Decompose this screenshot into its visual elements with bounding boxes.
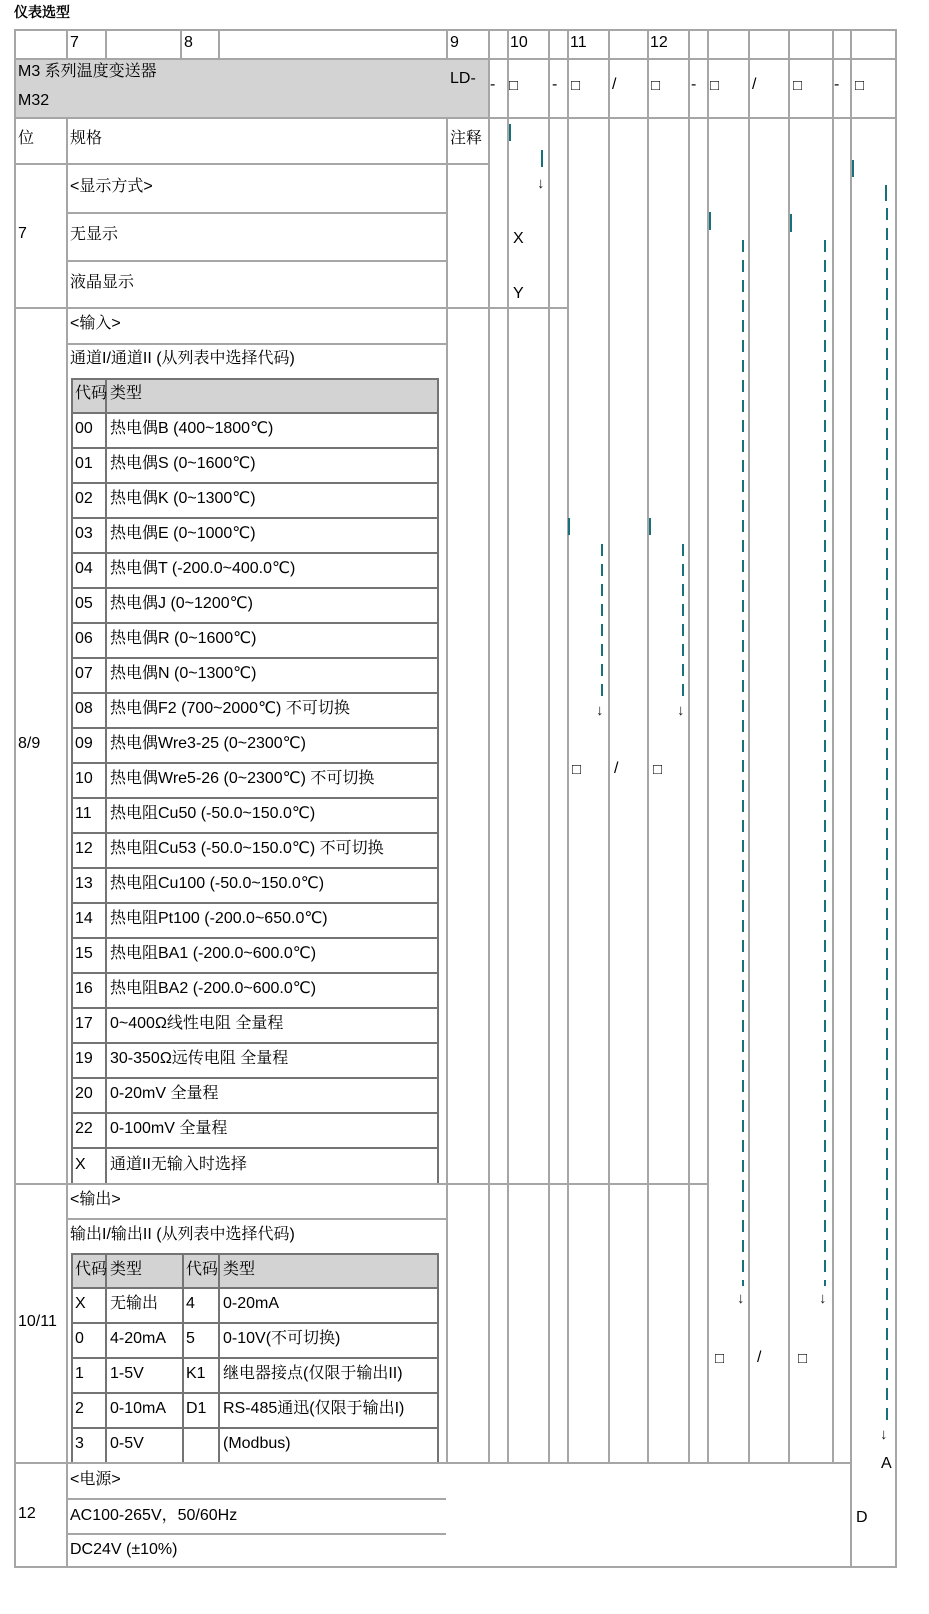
- input-col-type: 类型: [110, 385, 143, 402]
- grid-line: [71, 867, 439, 869]
- output-code-placeholder: □: [715, 1350, 725, 1367]
- input-row-type: 热电偶F2 (700~2000℃) 不可切换: [110, 700, 350, 717]
- power-code-a: A: [881, 1455, 892, 1472]
- grid-line: [688, 29, 690, 1462]
- grid-line: [14, 1566, 895, 1568]
- grid-line: [14, 307, 567, 309]
- header-digit-8: 8: [184, 34, 193, 51]
- code-separator: -: [834, 76, 840, 93]
- annotation-slash: /: [757, 1349, 762, 1366]
- output-row-type: (Modbus): [223, 1435, 291, 1452]
- leader-dashed-line: [824, 240, 826, 1286]
- input-row-code: 01: [75, 455, 93, 472]
- code-separator: /: [752, 76, 757, 93]
- input-code-placeholder: □: [572, 761, 582, 778]
- input-row-code: 04: [75, 560, 93, 577]
- leader-dashed-line: [682, 544, 684, 700]
- input-row-code: 12: [75, 840, 93, 857]
- input-row-type: 热电阻BA2 (-200.0~600.0℃): [110, 980, 317, 997]
- output-row-type: 继电器接点(仅限于输出II): [223, 1365, 403, 1382]
- down-arrow-icon: ↓: [677, 702, 685, 719]
- grid-line: [895, 29, 897, 1568]
- bit-column-header: 位: [18, 130, 35, 147]
- input-row-code: 17: [75, 1015, 93, 1032]
- grid-line: [71, 727, 439, 729]
- grid-line: [71, 1287, 439, 1289]
- grid-line: [71, 1007, 439, 1009]
- input-row-type: 热电偶R (0~1600℃): [110, 630, 257, 647]
- grid-line: [105, 378, 107, 1183]
- grid-line: [105, 29, 107, 58]
- input-row-code: 08: [75, 700, 93, 717]
- input-row-type: 0~400Ω线性电阻 全量程: [110, 1015, 284, 1032]
- header-digit-9: 9: [450, 34, 459, 51]
- grid-line: [608, 29, 610, 1462]
- grid-line: [71, 1042, 439, 1044]
- grid-line: [71, 1077, 439, 1079]
- output-section-title: <输出>: [70, 1191, 121, 1208]
- input-row-type: 0-20mV 全量程: [110, 1085, 219, 1102]
- leader-tick: [568, 518, 570, 535]
- input-row-type: 热电偶Wre3-25 (0~2300℃): [110, 735, 306, 752]
- leader-tick: [852, 160, 854, 177]
- grid-line: [66, 212, 446, 214]
- grid-line: [66, 260, 446, 262]
- input-row-code: X: [75, 1156, 86, 1173]
- grid-line: [14, 29, 16, 1568]
- grid-line: [66, 1498, 446, 1500]
- code-box-input1: □: [571, 77, 581, 94]
- leader-tick: [885, 185, 887, 201]
- grid-line: [707, 29, 709, 1462]
- input-row-type: 热电阻Cu53 (-50.0~150.0℃) 不可切换: [110, 840, 384, 857]
- grid-line: [71, 378, 73, 1183]
- header-digit-10: 10: [510, 34, 528, 51]
- output-row-code: 5: [186, 1330, 195, 1347]
- output-code-placeholder: □: [798, 1350, 808, 1367]
- output-col-code: 代码: [75, 1261, 108, 1278]
- grid-line: [71, 587, 439, 589]
- power-code-d: D: [856, 1509, 868, 1526]
- code-box-input2: □: [651, 77, 661, 94]
- grid-line: [567, 29, 569, 1462]
- grid-line: [14, 163, 488, 165]
- header-digit-12: 12: [650, 34, 668, 51]
- output-row-type: 无输出: [110, 1295, 159, 1312]
- grid-line: [14, 117, 895, 119]
- input-row-type: 热电偶S (0~1600℃): [110, 455, 256, 472]
- output-col-type: 类型: [110, 1261, 143, 1278]
- input-row-type: 0-100mV 全量程: [110, 1120, 228, 1137]
- display-row-label: 液晶显示: [70, 274, 135, 291]
- code-box-power: □: [855, 77, 865, 94]
- grid-line: [71, 832, 439, 834]
- grid-line: [446, 29, 448, 58]
- output-row-code: 4: [186, 1295, 195, 1312]
- grid-line: [832, 29, 834, 1462]
- display-row-label: 无显示: [70, 226, 119, 243]
- grid-line: [71, 1427, 439, 1429]
- grid-line: [71, 1357, 439, 1359]
- down-arrow-icon: ↓: [819, 1290, 827, 1307]
- grid-line: [14, 58, 895, 60]
- input-row-code: 19: [75, 1050, 93, 1067]
- leader-tick: [541, 150, 543, 167]
- code-separator: /: [612, 76, 617, 93]
- input-row-code: 20: [75, 1085, 93, 1102]
- input-row-type: 热电偶N (0~1300℃): [110, 665, 257, 682]
- display-code-y: Y: [513, 285, 524, 302]
- input-row-type: 热电偶T (-200.0~400.0℃): [110, 560, 296, 577]
- grid-line: [71, 1392, 439, 1394]
- input-code-placeholder: □: [653, 761, 663, 778]
- input-row-type: 热电偶K (0~1300℃): [110, 490, 256, 507]
- grid-line: [66, 1218, 446, 1220]
- leader-tick: [649, 518, 651, 535]
- output-row-code: D1: [186, 1400, 207, 1417]
- display-section-title: <显示方式>: [70, 178, 153, 195]
- grid-line: [71, 517, 439, 519]
- grid-line: [71, 482, 439, 484]
- power-row-label: DC24V (±10%): [70, 1541, 178, 1558]
- input-row-code: 10: [75, 770, 93, 787]
- annotation-slash: /: [614, 760, 619, 777]
- output-row-type: RS-485通迅(仅限于输出I): [223, 1400, 405, 1417]
- page-title: 仪表选型: [14, 4, 70, 20]
- spec-column-header: 规格: [70, 130, 103, 147]
- grid-line: [71, 1112, 439, 1114]
- output-row-type: 0-20mA: [223, 1295, 280, 1312]
- grid-line: [180, 29, 182, 58]
- input-row-code: 15: [75, 945, 93, 962]
- down-arrow-icon: ↓: [737, 1290, 745, 1307]
- grid-line: [71, 1253, 439, 1255]
- input-row-type: 热电阻Pt100 (-200.0~650.0℃): [110, 910, 328, 927]
- output-row-type: 0-10mA: [110, 1400, 167, 1417]
- output-row-code: X: [75, 1295, 86, 1312]
- input-row-type: 热电阻Cu50 (-50.0~150.0℃): [110, 805, 316, 822]
- output-row-type: 0-5V: [110, 1435, 144, 1452]
- output-row-code: 0: [75, 1330, 84, 1347]
- output-col-type: 类型: [223, 1261, 256, 1278]
- output-row-code: K1: [186, 1365, 206, 1382]
- grid-line: [71, 972, 439, 974]
- input-row-code: 07: [75, 665, 93, 682]
- grid-line: [71, 657, 439, 659]
- input-row-code: 11: [75, 805, 92, 822]
- grid-line: [647, 29, 649, 1462]
- output-row-code: 2: [75, 1400, 84, 1417]
- display-bit: 7: [18, 225, 27, 242]
- input-row-type: 热电偶Wre5-26 (0~2300℃) 不可切换: [110, 770, 375, 787]
- input-row-type: 热电偶J (0~1200℃): [110, 595, 253, 612]
- output-subtitle: 输出I/输出II (从列表中选择代码): [70, 1226, 295, 1243]
- grid-line: [71, 1322, 439, 1324]
- leader-tick: [709, 212, 711, 230]
- code-separator: -: [552, 76, 558, 93]
- grid-line: [71, 1147, 439, 1149]
- output-row-type: 0-10V(不可切换): [223, 1330, 341, 1347]
- grid-line: [71, 378, 439, 380]
- grid-line: [71, 797, 439, 799]
- grid-line: [788, 29, 790, 1462]
- code-box-display: □: [509, 77, 519, 94]
- grid-line: [748, 29, 750, 1462]
- note-column-header: 注释: [450, 130, 483, 147]
- input-row-type: 30-350Ω远传电阻 全量程: [110, 1050, 289, 1067]
- grid-line: [14, 1462, 850, 1464]
- product-name: M3 系列温度变送器: [18, 63, 157, 80]
- input-row-code: 13: [75, 875, 93, 892]
- leader-tick: [509, 124, 511, 141]
- input-row-type: 热电阻BA1 (-200.0~600.0℃): [110, 945, 317, 962]
- power-row-label: AC100-265V，50/60Hz: [70, 1507, 238, 1524]
- input-row-code: 05: [75, 595, 93, 612]
- grid-line: [71, 762, 439, 764]
- grid-line: [548, 29, 550, 1462]
- grid-line: [71, 692, 439, 694]
- input-row-code: 14: [75, 910, 93, 927]
- output-row-code: 3: [75, 1435, 84, 1452]
- grid-line: [71, 447, 439, 449]
- down-arrow-icon: ↓: [596, 702, 604, 719]
- input-row-type: 通道II无输入时选择: [110, 1156, 247, 1173]
- leader-dashed-line: [742, 240, 744, 1286]
- grid-line: [71, 902, 439, 904]
- down-arrow-icon: ↓: [537, 175, 545, 192]
- code-prefix: LD-: [450, 70, 476, 87]
- input-row-code: 06: [75, 630, 93, 647]
- input-row-code: 16: [75, 980, 93, 997]
- input-row-code: 03: [75, 525, 93, 542]
- input-row-type: 热电阻Cu100 (-50.0~150.0℃): [110, 875, 325, 892]
- grid-line: [71, 552, 439, 554]
- grid-line: [71, 622, 439, 624]
- input-bit: 8/9: [18, 735, 41, 752]
- code-box-output2: □: [793, 77, 803, 94]
- output-bit: 10/11: [18, 1313, 57, 1330]
- grid-line: [66, 29, 68, 58]
- output-row-type: 1-5V: [110, 1365, 144, 1382]
- header-digit-11: 11: [570, 34, 587, 51]
- input-section-title: <输入>: [70, 315, 121, 332]
- input-row-code: 00: [75, 420, 93, 437]
- grid-line: [66, 1533, 446, 1535]
- input-row-type: 热电偶E (0~1000℃): [110, 525, 256, 542]
- power-section-title: <电源>: [70, 1471, 121, 1488]
- output-col-code: 代码: [186, 1261, 219, 1278]
- leader-dashed-line: [601, 544, 603, 700]
- input-row-type: 热电偶B (400~1800℃): [110, 420, 274, 437]
- power-bit: 12: [18, 1505, 36, 1522]
- output-row-code: 1: [75, 1365, 84, 1382]
- input-subtitle: 通道I/通道II (从列表中选择代码): [70, 350, 295, 367]
- input-row-code: 09: [75, 735, 93, 752]
- leader-dashed-line: [886, 208, 888, 1422]
- grid-line: [71, 937, 439, 939]
- grid-line: [850, 29, 852, 1568]
- grid-line: [218, 29, 220, 58]
- header-digit-7: 7: [70, 34, 79, 51]
- leader-tick: [790, 214, 792, 232]
- product-model: M32: [18, 92, 50, 109]
- display-code-x: X: [513, 230, 524, 247]
- grid-line: [488, 29, 490, 1462]
- grid-line: [66, 117, 68, 1566]
- grid-line: [14, 29, 895, 31]
- code-box-output1: □: [710, 77, 720, 94]
- grid-line: [14, 1183, 707, 1185]
- output-row-type: 4-20mA: [110, 1330, 167, 1347]
- grid-line: [507, 29, 509, 1462]
- grid-line: [71, 412, 439, 414]
- code-separator: -: [691, 76, 697, 93]
- input-row-code: 02: [75, 490, 93, 507]
- code-separator: -: [490, 76, 496, 93]
- grid-line: [66, 343, 446, 345]
- grid-line: [437, 378, 439, 1183]
- down-arrow-icon: ↓: [880, 1426, 888, 1443]
- input-row-code: 22: [75, 1120, 93, 1137]
- input-col-code: 代码: [75, 385, 108, 402]
- grid-line: [446, 117, 448, 1462]
